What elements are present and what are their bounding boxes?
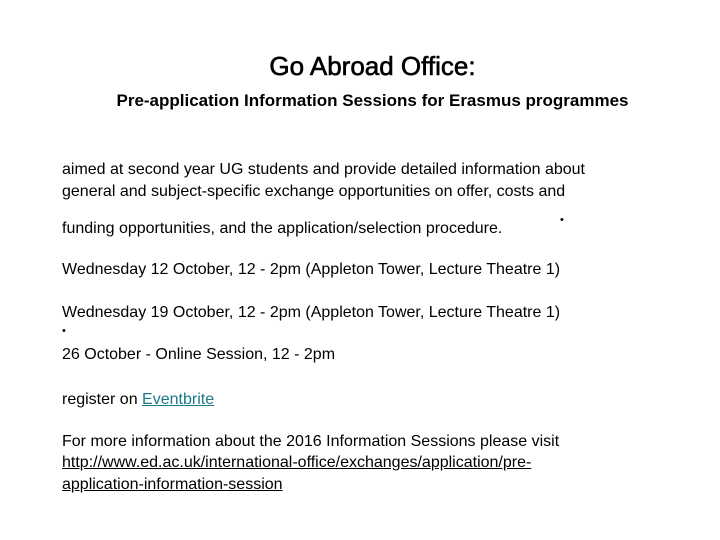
bullet-dot: • <box>560 214 564 226</box>
info-url-link-1[interactable]: http://www.ed.ac.uk/international-office/exchanges/application/pre- <box>62 454 532 471</box>
more-info-text: For more information about the 2016 Information Sessions please visit <box>62 433 560 450</box>
session-3: 26 October - Online Session, 12 - 2pm <box>62 346 336 363</box>
register-line <box>62 390 214 410</box>
intro-line-3: funding opportunities, and the application/selection procedure. <box>62 220 503 237</box>
intro-line-1: aimed at second year UG students and provide detailed information about <box>62 161 585 178</box>
intro-line-2: general and subject-specific exchange opportunities on offer, costs and <box>62 183 566 200</box>
bullet-dot: • <box>62 325 66 337</box>
info-url-link-2[interactable]: application-information-session <box>62 476 283 493</box>
info-url-line-2 <box>62 475 283 495</box>
slide-subtitle: Pre-application Information Sessions for Erasmus programmes <box>116 91 629 110</box>
slide-title: Go Abroad Office: <box>269 51 476 81</box>
register-prefix: register on <box>62 391 143 408</box>
eventbrite-link[interactable]: Eventbrite <box>142 391 215 408</box>
session-2: Wednesday 19 October, 12 - 2pm (Appleton Tower, Lecture Theatre 1) <box>62 304 561 321</box>
session-1: Wednesday 12 October, 12 - 2pm (Appleton Tower, Lecture Theatre 1) <box>62 261 561 278</box>
info-url-line-1 <box>62 453 531 473</box>
